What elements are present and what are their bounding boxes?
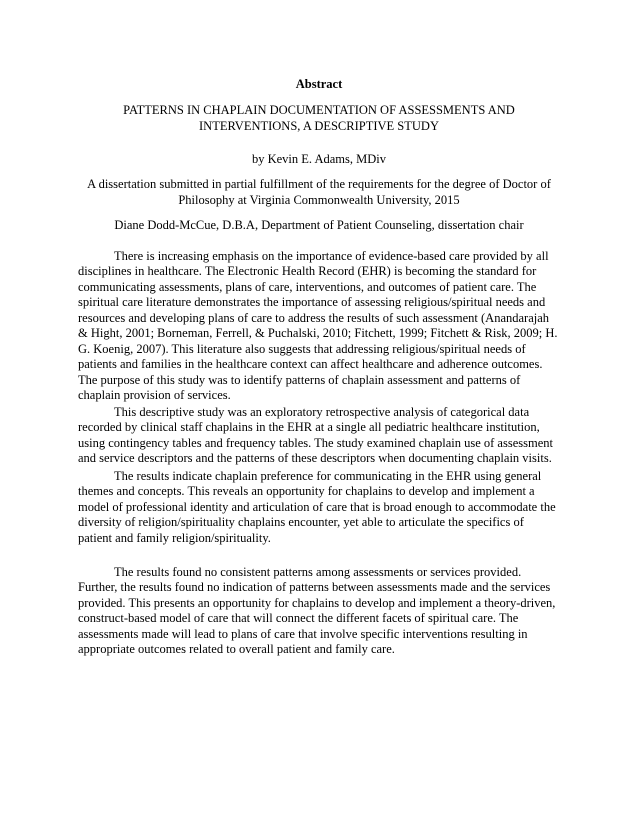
submission-statement	[66, 177, 572, 208]
paragraph-text: The results found no consistent patterns among assessments or services provided. Further, the results found no indication of patterns between assessments made and the services provided. This presents an opportunity for chaplains to develop and implement a theory-driven, construct-based model of care that will connect the different facets of spiritual care. The assessments made will lead to plans of care that involve specific interventions resulting in appropriate outcomes related to overall patient and family care.	[78, 565, 556, 657]
abstract-heading: Abstract	[295, 77, 343, 91]
abstract-paragraph-2	[78, 405, 560, 467]
title-line-1: PATTERNS IN CHAPLAIN DOCUMENTATION OF ASSESSMENTS AND	[123, 103, 515, 117]
dissertation-title	[70, 103, 568, 134]
abstract-paragraph-4	[78, 565, 560, 658]
dissertation-chair: Diane Dodd-McCue, D.B.A, Department of Patient Counseling, dissertation chair	[114, 218, 524, 232]
abstract-paragraph-3	[78, 469, 560, 546]
paragraph-text: There is increasing emphasis on the importance of evidence-based care provided by all disciplines in healthcare. The Electronic Health Record (EHR) is becoming the standard for communicating assessments, plans of care, interventions, and outcomes of patient care. The spiritual care literature demonstrates the importance of assessing religious/spiritual needs and resources and developing plans of care to address the results of such assessment (Anandarajah & Hight, 2001; Borneman, Ferrell, & Puchalski, 2010; Fitchett, 1999; Fitchett & Risk, 2009; H. G. Koenig, 2007). This literature also suggests that addressing religious/spiritual needs of patients and families in the healthcare context can affect healthcare and adherence outcomes. The purpose of this study was to identify patterns of chaplain assessment and patterns of chaplain provision of services.	[78, 249, 558, 403]
title-line-2: INTERVENTIONS, A DESCRIPTIVE STUDY	[199, 118, 439, 133]
abstract-paragraph-1	[78, 249, 560, 404]
author-line: by Kevin E. Adams, MDiv	[251, 152, 387, 166]
submission-line-2: Philosophy at Virginia Commonwealth University, 2015	[178, 192, 460, 207]
submission-line-1: A dissertation submitted in partial fulfillment of the requirements for the degree of Doctor of	[87, 177, 551, 191]
paragraph-text: The results indicate chaplain preference for communicating in the EHR using general themes and concepts. This reveals an opportunity for chaplains to develop and implement a model of professional identity and articulation of care that is broad enough to accommodate the diversity of religion/spirituality chaplains encounter, yet able to articulate the specifics of patient and family religion/spirituality.	[78, 469, 556, 545]
paragraph-text: This descriptive study was an exploratory retrospective analysis of categorical data recorded by clinical staff chaplains in the EHR at a single all pediatric healthcare institution, using contingency tables and frequency tables. The study examined chaplain use of assessment and service descriptors and the patterns of these descriptors when documenting chaplain visits.	[78, 405, 553, 466]
